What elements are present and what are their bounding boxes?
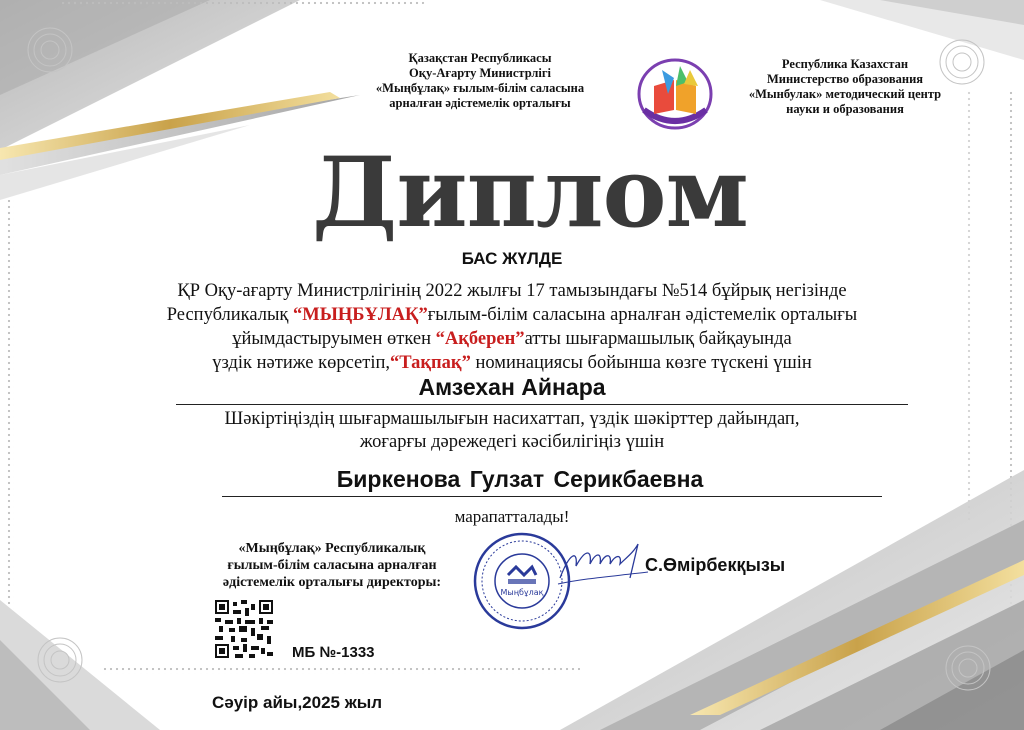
award-title: БАС ЖҮЛДЕ [461, 249, 563, 268]
student-name: Амзехан Айнара [418, 374, 606, 400]
header-right-line2: Министерство образования [766, 72, 924, 86]
director-line2: ғылым-білім саласына арналған [227, 558, 437, 573]
header-left [350, 51, 610, 111]
certificate-number: МБ №-1333 [292, 644, 375, 661]
text-line4-a: үздік нәтиже көрсетіп, [212, 353, 390, 373]
signer-name: С.Өмірбекқызы [645, 555, 786, 575]
header-right [716, 57, 974, 117]
header-right-line1: Республика Казахстан [781, 57, 909, 71]
book-logo-icon [632, 52, 718, 134]
signature-icon [556, 534, 652, 592]
header-left-line3: «Мыңбұлақ» ғылым-білім саласына [375, 81, 585, 95]
header-left-line2: Оқу-Ағарту Министрлігі [409, 66, 551, 80]
text-line4 [120, 352, 904, 374]
header-right-line4: науки и образования [786, 102, 904, 116]
director-line3: әдістемелік орталығы директоры: [222, 575, 442, 590]
contest-name: “Ақберен” [435, 329, 525, 349]
text-line3 [120, 328, 904, 350]
header-right-line3: «Мынбулак» методический центр [748, 87, 942, 101]
text-line4-c: номинациясы бойынша көзге түскені үшін [470, 353, 812, 373]
text-line2-a: Республикалық [166, 305, 294, 325]
text-line2 [120, 304, 904, 326]
stamp-center-text: Мыңбұлақ [500, 588, 544, 597]
text-line3-a: ұйымдастыруымен өткен [232, 329, 436, 349]
issue-date: Сәуір айы,2025 жыл [212, 693, 383, 712]
teacher-text-line2: жоғарғы дәрежедегі кәсібилігіңіз үшін [359, 432, 665, 452]
awarded-text: марапатталады! [454, 507, 570, 526]
text-line2-c: ғылым-білім саласына арналған әдістемелік орталығы [427, 305, 858, 325]
teacher-name: Биркенова Гулзат Серикбаевна [336, 466, 704, 492]
teacher-text-line1: Шәкіртіңіздің шығармашылығын насихаттап, үздік шәкірттер дайындап, [224, 409, 800, 429]
nomination-name: “Тақпақ” [389, 353, 471, 373]
text-line1: ҚР Оқу-ағарту Министрлігінің 2022 жылғы 17 тамызындағы №514 бұйрық негізінде [177, 281, 847, 301]
teacher-name-underline [222, 496, 882, 497]
header-left-line4: арналған әдістемелік орталығы [389, 96, 571, 110]
director-line1: «Мыңбұлақ» Республикалық [238, 541, 426, 556]
student-name-underline [176, 404, 908, 405]
qr-code-icon [215, 600, 273, 658]
diploma-title: Диплом [312, 136, 748, 249]
org-name: “МЫҢБҰЛАҚ” [293, 305, 428, 325]
text-line3-c: атты шығармашылық байқауында [524, 329, 792, 349]
director-title [196, 540, 468, 591]
header-left-line1: Қазақстан Республикасы [408, 51, 552, 65]
